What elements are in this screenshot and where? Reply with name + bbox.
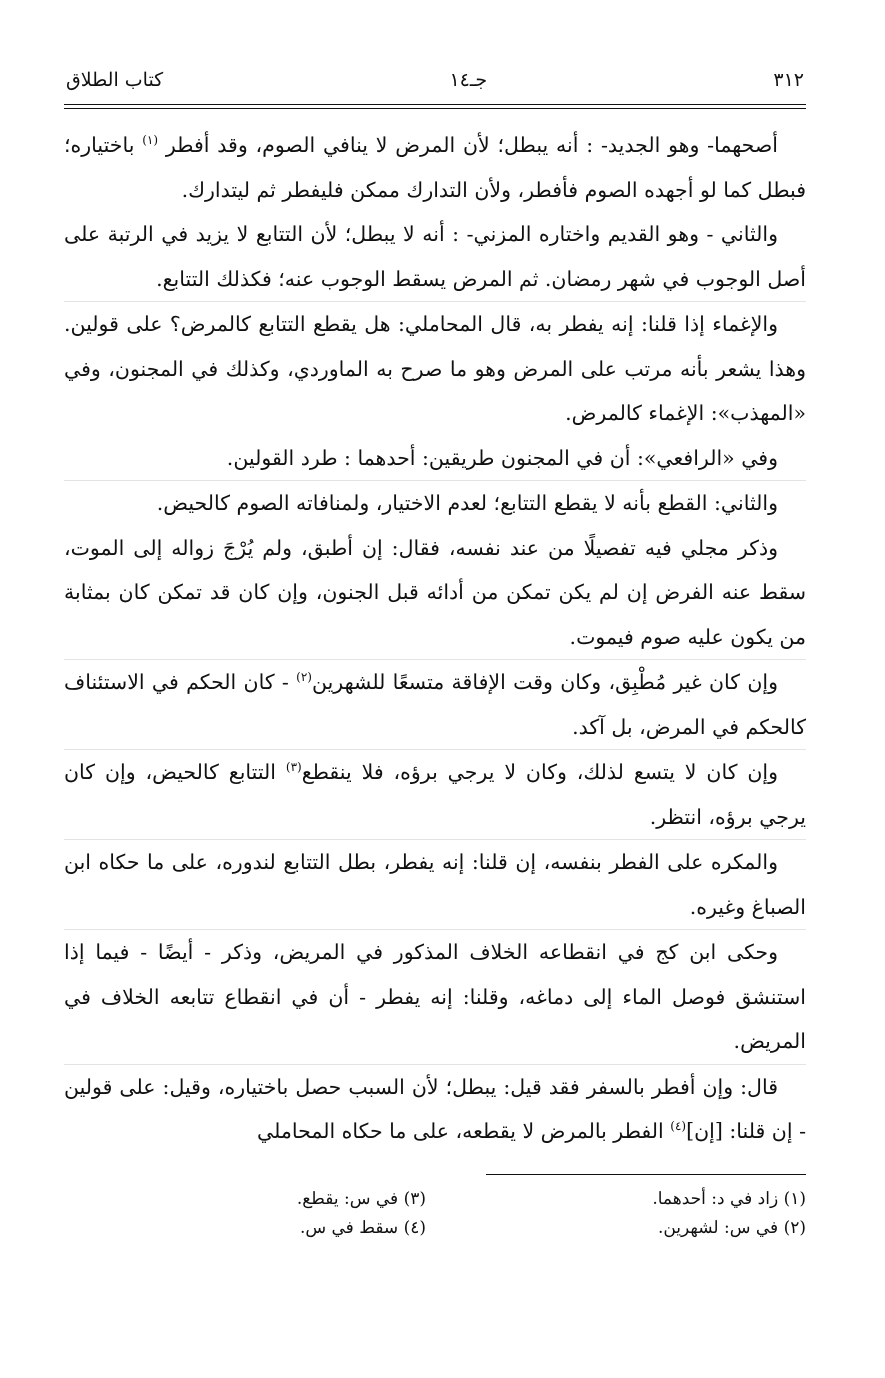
paragraph-6: وذكر مجلي فيه تفصيلًا من عند نفسه، فقال: إن أطبق، ولم يُرْجَ زواله إلى الموت، سقط عنه الفرض إن لم يكن تمكن من أدائه قبل الجنون، وإن كان قد تمكن كان بمثابة من يكون عليه صوم فيموت. bbox=[64, 535, 806, 649]
volume-number: جـ١٤ bbox=[449, 69, 488, 91]
footnote-marker-4: (٤) bbox=[670, 1119, 687, 1134]
paragraph-10: وحكى ابن كج في انقطاعه الخلاف المذكور في المريض، وذكر - أيضًا - فيما إذا استنشق فوصل الماء إلى دماغه، وقلنا: إنه يفطر - أن في انقطاع تتابعه الخلاف في المريض. bbox=[64, 929, 806, 1064]
footnote-marker-1: (١) bbox=[142, 133, 159, 148]
header-rule bbox=[64, 104, 806, 109]
footnote-marker-2: (٢) bbox=[296, 670, 312, 685]
paragraph-1-rest: باختياره؛ فبطل كما لو أجهده الصوم فأفطر، ولأن التدارك ممكن فليفطر ثم ليتدارك. bbox=[64, 133, 806, 202]
paragraph-7-before: وإن كان غير مُطْبِق، وكان وقت الإفاقة متسعًا للشهرين bbox=[311, 670, 778, 694]
footnote-3: (٣) في س: يقطع. bbox=[296, 1188, 426, 1209]
paragraph-8 bbox=[64, 749, 806, 839]
running-header bbox=[64, 60, 806, 100]
paragraph-8-after: التتابع كالحيض، وإن كان يرجي برؤه، انتظر. bbox=[64, 760, 806, 829]
footnote-rule bbox=[486, 1174, 806, 1175]
main-text bbox=[64, 123, 806, 1154]
paragraph-2: والثاني - وهو القديم واختاره المزني- : أنه لا يبطل؛ لأن التتابع لا يزيد في الرتبة على أصل الوجوب في شهر رمضان. ثم المرض يسقط الوجوب عنه؛ فكذلك التتابع. bbox=[64, 222, 806, 291]
book-page bbox=[64, 60, 806, 1243]
footnotes bbox=[64, 1185, 806, 1243]
paragraph-11-after: الفطر بالمرض لا يقطعه، على ما حكاه المحاملي bbox=[257, 1119, 671, 1143]
paragraph-7-after: - كان الحكم في الاستئناف كالحكم في المرض، بل آكد. bbox=[64, 670, 806, 739]
paragraph-11-before: قال: وإن أفطر بالسفر فقد قيل: يبطل؛ لأن السبب حصل باختياره، وقيل: على قولين - إن قلنا: [إن] bbox=[64, 1074, 806, 1143]
paragraph-1-text: أصحهما- وهو الجديد- : أنه يبطل؛ لأن المرض لا ينافي الصوم، وقد أفطر bbox=[165, 133, 778, 157]
footnote-2: (٢) في س: لشهرين. bbox=[657, 1217, 806, 1238]
paragraph-3: والإغماء إذا قلنا: إنه يفطر به، قال المحاملي: هل يقطع التتابع كالمرض؟ على قولين. وهذا يشعر بأنه مرتب على المرض وهو ما صرح به الماوردي، وكذلك في المجنون، وفي «المهذب»: الإغماء كالمرض. bbox=[64, 301, 806, 436]
paragraph-1 bbox=[64, 123, 806, 212]
paragraph-11 bbox=[64, 1064, 806, 1154]
footnote-4: (٤) سقط في س. bbox=[299, 1217, 426, 1238]
book-title: كتاب الطلاق bbox=[66, 69, 164, 91]
footnote-1: (١) زاد في د: أحدهما. bbox=[652, 1188, 806, 1209]
paragraph-8-before: وإن كان لا يتسع لذلك، وكان لا يرجي برؤه، فلا ينقطع bbox=[301, 760, 778, 784]
page-number: ٣١٢ bbox=[773, 69, 804, 91]
paragraph-4: وفي «الرافعي»: أن في المجنون طريقين: أحدهما : طرد القولين. bbox=[226, 445, 778, 470]
paragraph-7 bbox=[64, 659, 806, 749]
footnote-marker-3: (٣) bbox=[285, 760, 302, 775]
paragraph-9: والمكره على الفطر بنفسه، إن قلنا: إنه يفطر، بطل التتابع لندوره، على ما حكاه ابن الصباغ وغيره. bbox=[64, 839, 806, 929]
paragraph-5: والثاني: القطع بأنه لا يقطع التتابع؛ لعدم الاختيار، ولمنافاته الصوم كالحيض. bbox=[64, 480, 806, 526]
